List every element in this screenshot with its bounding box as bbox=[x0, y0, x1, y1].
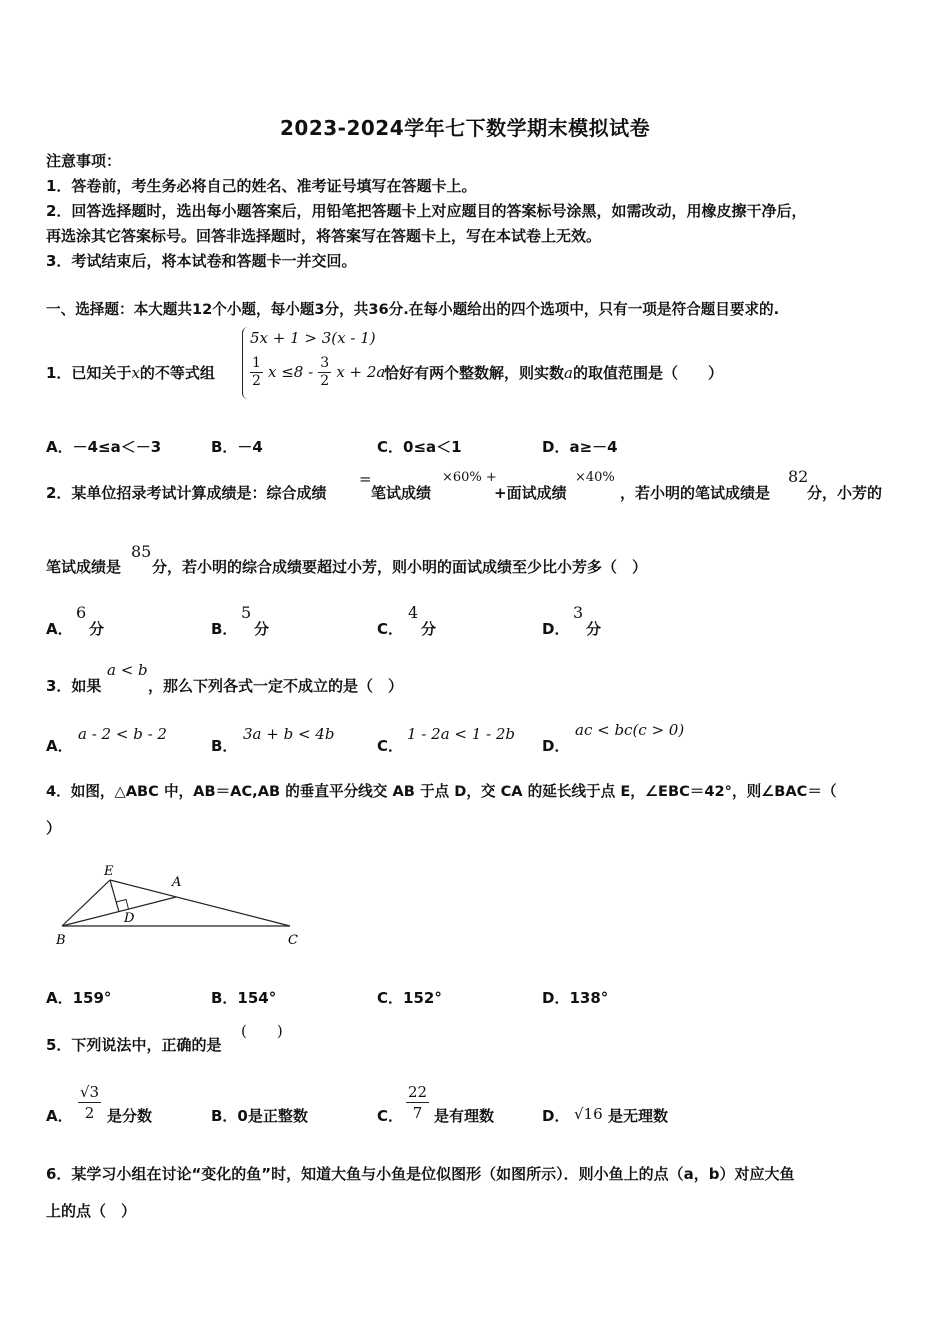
q5-option-c-frac bbox=[406, 1082, 429, 1123]
notice-heading: 注意事项： bbox=[46, 152, 122, 170]
q5-option-a-text: 是分数 bbox=[107, 1107, 153, 1125]
q2-weight-40: ×40% bbox=[575, 470, 615, 485]
q6-stem-cont: 上的点（ ） bbox=[46, 1202, 137, 1220]
q3-option-d-expr: ac < bc(c > 0) bbox=[575, 721, 685, 739]
q4-stem: 4．如图，△ABC 中，AB＝AC,AB 的垂直平分线交 AB 于点 D，交 CA 的延长线于点 E，∠EBC＝42°，则∠BAC＝（ bbox=[46, 783, 837, 800]
q5-option-a[interactable]: A． bbox=[46, 1107, 73, 1125]
q1-suffix-b: 的取值范围是（ ） bbox=[572, 364, 723, 382]
q1-stem bbox=[46, 362, 215, 384]
q2-option-a[interactable]: A． bbox=[46, 620, 73, 638]
q2-option-c-unit: 分 bbox=[421, 620, 437, 638]
q2-option-c[interactable]: C． bbox=[377, 620, 404, 638]
q2-option-a-unit: 分 bbox=[89, 620, 105, 638]
notice-item-1: 1．答卷前，考生务必将自己的姓名、准考证号填写在答题卡上。 bbox=[46, 177, 477, 195]
q5-stem: 5．下列说法中，正确的是 bbox=[46, 1036, 222, 1054]
frac-den: 2 bbox=[84, 1104, 95, 1122]
label-b: B bbox=[56, 933, 66, 948]
frac-den: 7 bbox=[412, 1104, 423, 1122]
q1-ineq2-mid: x ≤8 - bbox=[268, 363, 314, 381]
q2-option-b-unit: 分 bbox=[254, 620, 270, 638]
q2-line2-a: 笔试成绩是 bbox=[46, 558, 122, 576]
notice-item-2: 2．回答选择题时，选出每小题答案后，用铅笔把答题卡上对应题目的答案标号涂黑，如需改动，用橡皮擦干净后， bbox=[46, 202, 807, 220]
q3-option-b[interactable]: B． bbox=[211, 737, 238, 755]
q2-line1-a: 2．某单位招录考试计算成绩是：综合成绩 bbox=[46, 484, 327, 502]
frac-num: √3 bbox=[80, 1083, 100, 1101]
q2-option-b-value: 5 bbox=[241, 603, 252, 622]
label-e: E bbox=[104, 864, 114, 879]
segment-ec bbox=[110, 880, 290, 926]
q2-option-a-value: 6 bbox=[76, 603, 87, 622]
q3-option-a[interactable]: A． bbox=[46, 737, 73, 755]
triangle-figure bbox=[50, 858, 310, 950]
q5-option-c[interactable]: C． bbox=[377, 1107, 404, 1125]
q6-stem: 6．某学习小组在讨论“变化的鱼”时，知道大鱼与小鱼是位似图形（如图所示）．则小鱼上的点（a，b）对应大鱼 bbox=[46, 1165, 795, 1183]
q4-stem-close: ） bbox=[46, 819, 62, 837]
brace-icon bbox=[242, 327, 249, 399]
q2-line2-b: 分，若小明的综合成绩要超过小芳，则小明的面试成绩至少比小芳多（ ） bbox=[152, 558, 648, 576]
frac-num: 22 bbox=[408, 1083, 428, 1101]
q1-option-c[interactable]: C．0≤a＜1 bbox=[377, 438, 462, 456]
notice-item-3: 3．考试结束后，将本试卷和答题卡一并交回。 bbox=[46, 252, 357, 270]
q2-score-82: 82 bbox=[788, 467, 809, 486]
q2-equals: = bbox=[359, 470, 372, 488]
label-c: C bbox=[288, 933, 298, 948]
q4-option-b[interactable]: B．154° bbox=[211, 989, 277, 1007]
q3-option-b-expr: 3a + b < 4b bbox=[243, 725, 335, 743]
q1-frac-half: $\frac{1}{2}$ bbox=[252, 355, 261, 389]
section-heading: 一、选择题：本大题共12个小题，每小题3分，共36分.在每小题给出的四个选项中，只有一项是符合题目要求的. bbox=[46, 301, 780, 318]
q1-var-a: a bbox=[564, 364, 573, 382]
q2-weight-60: ×60% + bbox=[442, 470, 497, 485]
q4-option-c[interactable]: C．152° bbox=[377, 989, 442, 1007]
q1-ineq-2 bbox=[250, 355, 385, 390]
q1-option-b[interactable]: B．－4 bbox=[211, 438, 263, 456]
segment-ed bbox=[110, 880, 119, 912]
q4-option-a[interactable]: A．159° bbox=[46, 989, 112, 1007]
q5-option-d-expr: √16 bbox=[574, 1105, 603, 1123]
q3-option-c[interactable]: C． bbox=[377, 737, 404, 755]
q1-suffix-a: 恰好有两个整数解，则实数 bbox=[384, 364, 565, 382]
page-title: 2023-2024学年七下数学期末模拟试卷 bbox=[280, 116, 651, 140]
q1-option-a[interactable]: A．－4≤a＜－3 bbox=[46, 438, 162, 456]
q1-ineq2-end: x + 2a bbox=[336, 363, 386, 381]
q5-option-d[interactable]: D． bbox=[542, 1107, 570, 1125]
q2-option-d-value: 3 bbox=[573, 603, 584, 622]
q3-prefix: 3．如果 bbox=[46, 677, 102, 695]
q3-option-a-expr: a - 2 < b - 2 bbox=[78, 725, 167, 743]
q5-option-b[interactable]: B．0是正整数 bbox=[211, 1107, 308, 1125]
q2-option-c-value: 4 bbox=[408, 603, 419, 622]
q1-frac-three-halves: $\frac{3}{2}$ bbox=[320, 355, 330, 389]
q5-option-a-frac bbox=[78, 1082, 101, 1123]
q5-option-d-text: 是无理数 bbox=[608, 1107, 669, 1125]
q2-option-d-unit: 分 bbox=[586, 620, 602, 638]
q4-option-d[interactable]: D．138° bbox=[542, 989, 609, 1007]
q2-interview-score: +面试成绩 bbox=[494, 484, 567, 502]
q3-option-d[interactable]: D． bbox=[542, 737, 570, 755]
q1-var-x: x bbox=[131, 364, 140, 382]
q3-option-c-expr: 1 - 2a < 1 - 2b bbox=[407, 725, 516, 743]
q1-option-d[interactable]: D．a≥－4 bbox=[542, 438, 618, 456]
q2-line1-d: ，若小明的笔试成绩是 bbox=[620, 484, 771, 502]
q1-prefix: 1．已知关于 bbox=[46, 364, 132, 382]
q2-written-score: 笔试成绩 bbox=[371, 484, 432, 502]
q2-option-b[interactable]: B． bbox=[211, 620, 238, 638]
q1-ineq-1: 5x + 1 > 3(x - 1) bbox=[250, 329, 376, 347]
q3-suffix: ，那么下列各式一定不成立的是（ ） bbox=[148, 677, 404, 695]
notice-item-2-cont: 再选涂其它答案标号。回答非选择题时，将答案写在答题卡上，写在本试卷上无效。 bbox=[46, 227, 602, 245]
q2-line1-e: 分，小芳的 bbox=[807, 484, 883, 502]
q2-option-d[interactable]: D． bbox=[542, 620, 570, 638]
label-a: A bbox=[172, 875, 182, 890]
q2-score-85: 85 bbox=[131, 542, 152, 561]
q1-mid: 的不等式组 bbox=[139, 364, 215, 382]
label-d: D bbox=[124, 911, 135, 926]
q5-paren: ( ) bbox=[241, 1022, 283, 1040]
q3-condition: a < b bbox=[107, 661, 148, 679]
segment-be bbox=[62, 880, 110, 926]
q5-option-c-text: 是有理数 bbox=[434, 1107, 495, 1125]
q1-suffix bbox=[384, 362, 723, 384]
